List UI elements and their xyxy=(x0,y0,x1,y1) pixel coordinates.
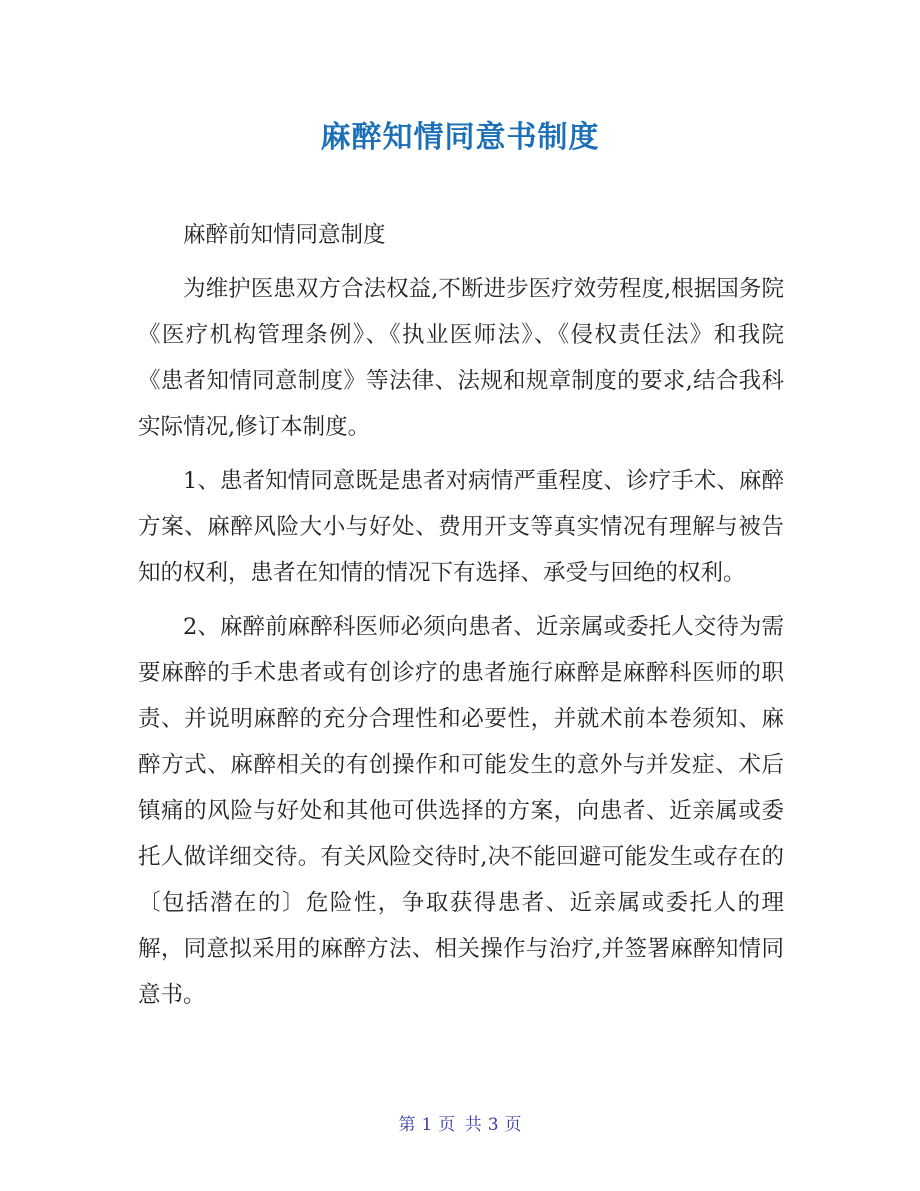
footer-total-pages: 3 xyxy=(487,1115,499,1135)
footer-prefix: 第 xyxy=(398,1115,416,1135)
footer-middle: 页 共 xyxy=(438,1115,482,1135)
section-subheading: 麻醉前知情同意制度 xyxy=(183,222,386,248)
paragraph-item-2: 2、麻醉前麻醉科医师必须向患者、近亲属或委托人交待为需要麻醉的手术患者或有创诊疗的患者施行麻醉是麻醉科医师的职责、并说明麻醉的充分合理性和必要性，并就术前本卷须知、麻醉方式、麻醉相关的有创操作和可能发生的意外与并发症、术后镇痛的风险与好处和其他可供选择的方案，向患者、近亲属或委托人做详细交待。有关风险交待时,决不能回避可能发生或存在的〔包括潜在的〕危险性，争取获得患者、近亲属或委托人的理解，同意拟采用的麻醉方法、相关操作与治疗,并签署麻醉知情同意书。 xyxy=(138,614,784,1008)
paragraph-intro: 为维护医患双方合法权益,不断进步医疗效劳程度,根据国务院《医疗机构管理条例》、《执业医师法》、《侵权责任法》和我院《患者知情同意制度》等法律、法规和规章制度的要求,结合我科实际情况,修订本制度。 xyxy=(138,276,784,440)
document-body xyxy=(138,212,784,1026)
paragraph-item-1: 1、患者知情同意既是患者对病情严重程度、诊疗手术、麻醉方案、麻醉风险大小与好处、费用开支等真实情况有理解与被告知的权利，患者在知情的情况下有选择、承受与回绝的权利。 xyxy=(138,468,784,586)
page-title: 麻醉知情同意书制度 xyxy=(320,120,600,155)
footer-current-page: 1 xyxy=(421,1115,433,1135)
footer-suffix: 页 xyxy=(504,1115,522,1135)
page-footer xyxy=(0,1113,920,1137)
